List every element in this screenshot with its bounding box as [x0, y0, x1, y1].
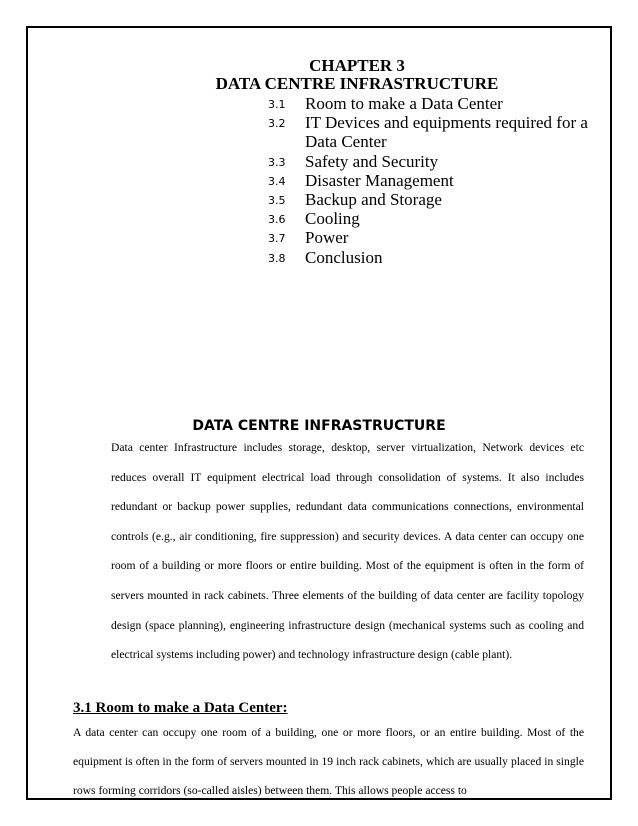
toc-number: 3.7 [268, 232, 286, 246]
toc-label: Backup and Storage [305, 190, 442, 210]
subsection-paragraph: A data center can occupy one room of a building, one or more floors, or an entire building. Most of the equipment is often in the form of servers mounted in 19 inch rack cabinets, which are usually placed in single rows forming corridors (so-called aisles) between them. This allows people access to [73, 726, 584, 797]
toc-item [260, 113, 600, 151]
toc-item [260, 209, 600, 228]
chapter-title: DATA CENTRE INFRASTRUCTURE [215, 74, 499, 93]
toc-label: Cooling [305, 209, 360, 229]
toc-item [260, 152, 600, 171]
chapter-number: CHAPTER 3 [309, 56, 405, 75]
toc-item [260, 248, 600, 267]
toc-label: Disaster Management [305, 170, 454, 190]
toc-label: Conclusion [305, 247, 383, 267]
toc-number: 3.2 [268, 117, 286, 131]
toc-number: 3.6 [268, 213, 286, 227]
toc-item [260, 94, 600, 113]
toc-number: 3.4 [268, 174, 286, 188]
toc-label: Room to make a Data Center [305, 94, 503, 113]
subsection-heading: 3.1 Room to make a Data Center: [73, 700, 288, 716]
toc-number: 3.8 [268, 251, 286, 265]
toc-number: 3.3 [268, 155, 286, 169]
toc-label: Safety and Security [305, 151, 439, 171]
intro-paragraph: Data center Infrastructure includes storage, desktop, server virtualization, Network devices etc reduces overall IT equipment electrical load through consolidation of systems. It also includes redundant or backup power supplies, redundant data communications connections, environmental controls (e.g., air conditioning, fire suppression) and security devices. A data center can occupy one room of a building or more floors or entire building. Most of the equipment is often in the form of servers mounted in rack cabinets. Three elements of the building of data center are facility topology design (space planning), engineering infrastructure design (mechanical systems such as cooling and electrical systems including power) and technology infrastructure design (cable plant). [111, 441, 584, 662]
toc-label: Power [305, 228, 349, 248]
toc-number: 3.5 [268, 194, 286, 208]
toc-number: 3.1 [268, 98, 286, 111]
toc-item [260, 190, 600, 209]
toc-item [260, 171, 600, 190]
toc-item [260, 228, 600, 247]
table-of-contents [260, 94, 600, 267]
section-title: DATA CENTRE INFRASTRUCTURE [192, 418, 446, 434]
toc-label: IT Devices and equipments required for a Data Center [305, 113, 588, 152]
